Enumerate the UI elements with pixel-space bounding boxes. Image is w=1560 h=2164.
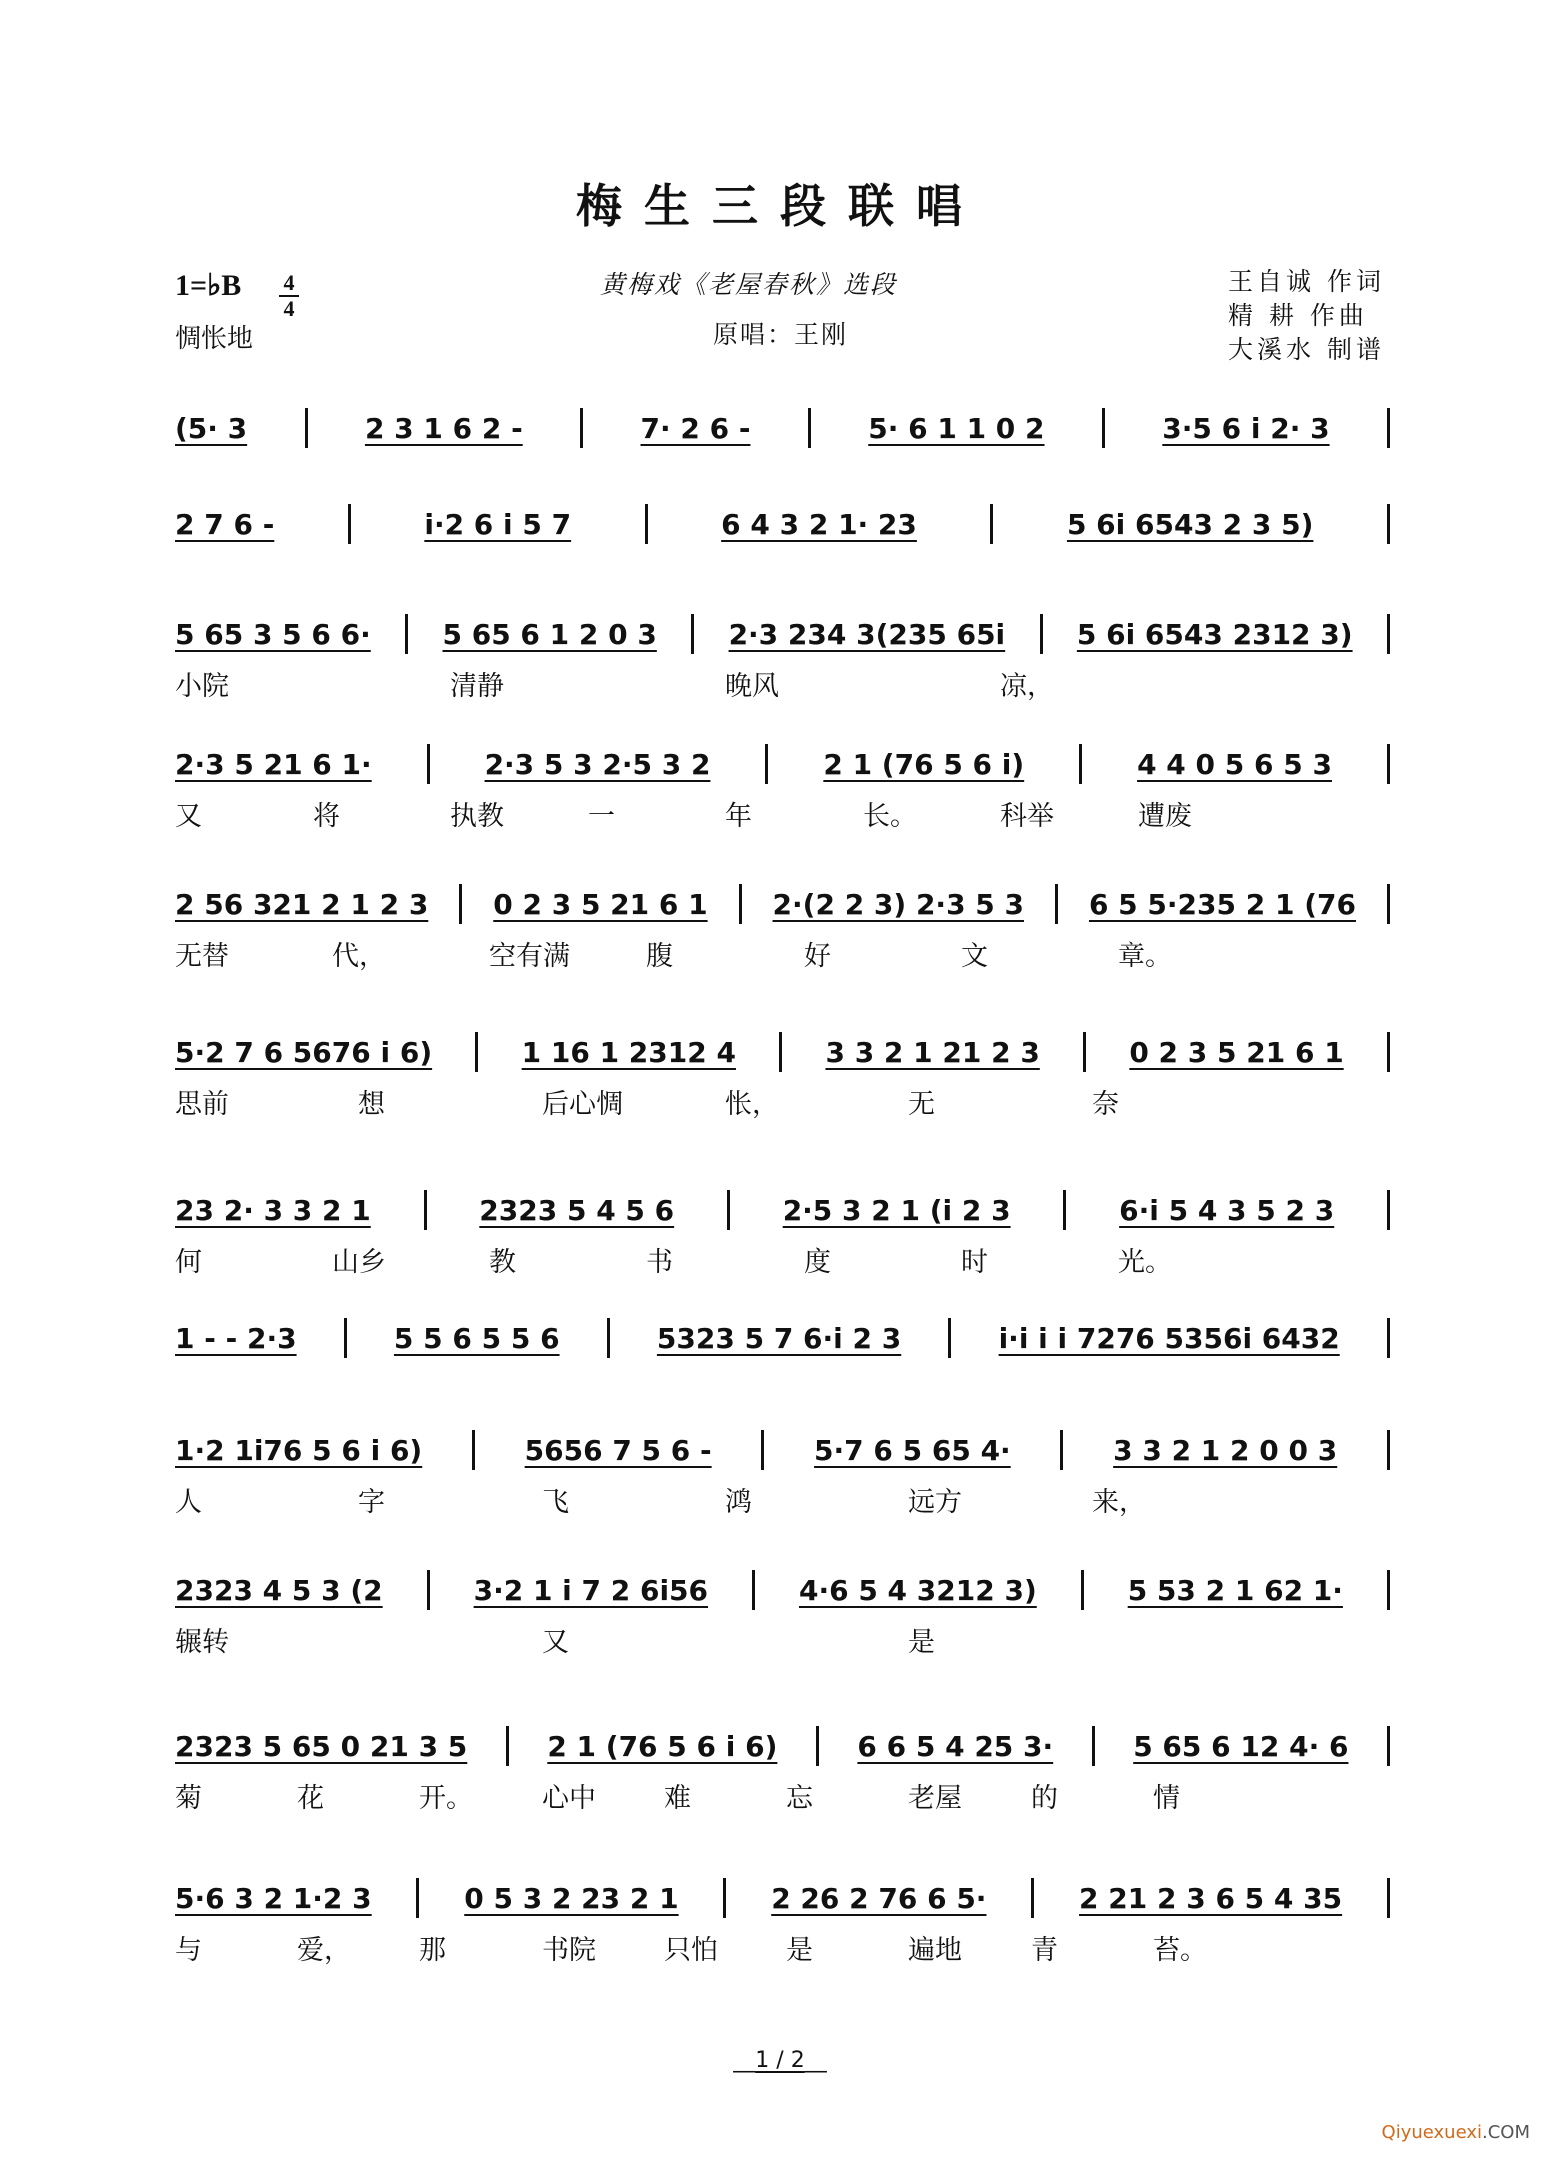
notation-row (175, 502, 1390, 546)
bar-line (739, 884, 742, 924)
lyric-word: 情 (1153, 1783, 1180, 1814)
measure: 2 7 6 - (175, 507, 275, 541)
measure: 5·7 6 5 65 4· (814, 1433, 1011, 1467)
bar-line (1063, 1190, 1066, 1230)
lyric-word: 书 (646, 1247, 673, 1278)
lyric-word: 花 (297, 1783, 324, 1814)
measure: 3 3 2 1 2 0 0 3 (1113, 1433, 1338, 1467)
tempo-mood: 惆怅地 (175, 324, 254, 354)
notation-row (175, 882, 1390, 926)
bar-line (990, 504, 993, 544)
bar-line (1040, 614, 1043, 654)
lyrics-row (175, 1928, 1390, 1964)
notation-row (175, 1724, 1390, 1768)
lyrics-row (175, 1082, 1390, 1118)
key-signature: 1=♭B (175, 269, 242, 302)
lyrics-row (175, 1776, 1390, 1812)
lyric-word: 是 (908, 1627, 935, 1658)
bar-line (1387, 1190, 1390, 1230)
bar-line (691, 614, 694, 654)
lyricist-credit: 王自诚 作词 (1228, 267, 1385, 296)
bar-line (475, 1032, 478, 1072)
measure: 2 21 2 3 6 5 4 35 (1079, 1881, 1343, 1915)
measure: 2·5 3 2 1 (i 2 3 (782, 1193, 1011, 1227)
page-title: 梅生三段联唱 (576, 179, 984, 233)
measure: 4 4 0 5 6 5 3 (1137, 747, 1332, 781)
lyric-word: 鸿 (725, 1487, 752, 1518)
measure: 4·6 5 4 3212 3) (798, 1573, 1037, 1607)
lyric-word: 菊 (175, 1783, 202, 1814)
lyric-word: 空有满 (489, 941, 570, 972)
measure: 0 2 3 5 21 6 1 (1129, 1035, 1344, 1069)
page-number: __1 / 2__ (733, 2048, 827, 2073)
measure: 6·i 5 4 3 5 2 3 (1119, 1193, 1335, 1227)
lyric-word: 凉， (1000, 671, 1054, 702)
measure: 5· 6 1 1 0 2 (868, 411, 1045, 445)
time-signature-bottom: 4 (283, 296, 295, 321)
lyric-word: 开。 (419, 1783, 473, 1814)
lyric-word: 文 (961, 941, 988, 972)
lyric-word: 晚风 (725, 671, 779, 702)
measure: 23 2· 3 3 2 1 (175, 1193, 371, 1227)
bar-line (348, 504, 351, 544)
lyric-word: 时 (961, 1247, 988, 1278)
lyric-word: 字 (358, 1487, 385, 1518)
bar-line (1060, 1430, 1063, 1470)
lyric-word: 一 (588, 801, 615, 832)
lyrics-row (175, 664, 1390, 700)
lyric-word: 奈 (1092, 1089, 1119, 1120)
measure: 2 56 321 2 1 2 3 (175, 887, 429, 921)
bar-line (752, 1570, 755, 1610)
bar-line (765, 744, 768, 784)
lyric-word: 将 (313, 801, 340, 832)
lyric-word: 辗转 (175, 1627, 229, 1658)
lyric-word: 又 (175, 801, 202, 832)
lyric-word: 那 (419, 1935, 446, 1966)
measure: 3·5 6 i 2· 3 (1162, 411, 1330, 445)
measure: i·i i i 7276 5356i 6432 (998, 1321, 1340, 1355)
measure: 5656 7 5 6 - (524, 1433, 712, 1467)
lyric-word: 的 (1031, 1783, 1058, 1814)
lyric-word: 是 (786, 1935, 813, 1966)
bar-line (1387, 614, 1390, 654)
measure: 5 53 2 1 62 1· (1127, 1573, 1343, 1607)
measure: 2 3 1 6 2 - (364, 411, 523, 445)
bar-line (1081, 1570, 1084, 1610)
measure: 2 26 2 76 6 5· (771, 1881, 987, 1915)
bar-line (645, 504, 648, 544)
measure: 0 2 3 5 21 6 1 (493, 887, 708, 921)
notation-row (175, 406, 1390, 450)
watermark-domain: .COM (1482, 2122, 1530, 2143)
lyric-word: 只怕 (664, 1935, 718, 1966)
lyrics-row (175, 1620, 1390, 1656)
bar-line (506, 1726, 509, 1766)
bar-line (948, 1318, 951, 1358)
lyric-word: 远方 (908, 1487, 962, 1518)
watermark-brand: Qiyuexuexi (1381, 2122, 1482, 2143)
bar-line (1092, 1726, 1095, 1766)
lyric-word: 科举 (1000, 801, 1054, 832)
notation-row (175, 1876, 1390, 1920)
lyric-word: 人 (175, 1487, 202, 1518)
bar-line (607, 1318, 610, 1358)
measure: 5 6i 6543 2312 3) (1076, 617, 1353, 651)
bar-line (1387, 1570, 1390, 1610)
lyric-word: 代， (332, 941, 386, 972)
watermark (1382, 2122, 1530, 2143)
measure: 2323 5 65 0 21 3 5 (175, 1729, 468, 1763)
notation-row (175, 1428, 1390, 1472)
lyric-word: 遍地 (908, 1935, 962, 1966)
lyric-word: 爱， (297, 1935, 351, 1966)
measure: 6 6 5 4 25 3· (857, 1729, 1054, 1763)
measure: 0 5 3 2 23 2 1 (464, 1881, 679, 1915)
lyric-word: 来， (1092, 1487, 1146, 1518)
page-number-text: 1 / 2 (755, 2048, 805, 2073)
bar-line (580, 408, 583, 448)
bar-line (1387, 1032, 1390, 1072)
notation-row (175, 612, 1390, 656)
bar-line (761, 1430, 764, 1470)
lyric-word: 长。 (863, 801, 917, 832)
lyric-word: 腹 (646, 941, 673, 972)
bar-line (1102, 408, 1105, 448)
bar-line (1031, 1878, 1034, 1918)
lyric-word: 光。 (1118, 1247, 1172, 1278)
lyric-word: 度 (804, 1247, 831, 1278)
bar-line (1387, 1726, 1390, 1766)
measure: 5 65 6 12 4· 6 (1133, 1729, 1349, 1763)
lyric-word: 心中 (542, 1783, 596, 1814)
lyric-word: 难 (664, 1783, 691, 1814)
bar-line (472, 1430, 475, 1470)
measure: 2 1 (76 5 6 i 6) (547, 1729, 778, 1763)
lyric-word: 何 (175, 1247, 202, 1278)
bar-line (1387, 884, 1390, 924)
measure: 5 65 6 1 2 0 3 (442, 617, 657, 651)
lyric-word: 清静 (450, 671, 504, 702)
lyric-word: 想 (358, 1089, 385, 1120)
bar-line (459, 884, 462, 924)
measure: 3 3 2 1 21 2 3 (825, 1035, 1040, 1069)
lyric-word: 好 (804, 941, 831, 972)
bar-line (427, 744, 430, 784)
lyric-word: 教 (489, 1247, 516, 1278)
notation-row (175, 1568, 1390, 1612)
measure: 2323 4 5 3 (2 (175, 1573, 383, 1607)
lyric-word: 怅， (725, 1089, 779, 1120)
bar-line (727, 1190, 730, 1230)
notation-row (175, 742, 1390, 786)
notation-row (175, 1188, 1390, 1232)
bar-line (1387, 1430, 1390, 1470)
original-singer: 原唱：王刚 (713, 320, 849, 349)
bar-line (1387, 408, 1390, 448)
measure: 5 6i 6543 2 3 5) (1066, 507, 1314, 541)
lyric-word: 章。 (1118, 941, 1172, 972)
measure: 5 65 3 5 6 6· (175, 617, 371, 651)
notation-row (175, 1030, 1390, 1074)
bar-line (816, 1726, 819, 1766)
lyric-word: 飞 (542, 1487, 569, 1518)
bar-line (305, 408, 308, 448)
measure: 2·3 5 21 6 1· (175, 747, 372, 781)
bar-line (1387, 1878, 1390, 1918)
measure: 3·2 1 i 7 2 6i56 (473, 1573, 709, 1607)
composer-credit: 精 耕 作曲 (1228, 301, 1368, 330)
lyrics-row (175, 1480, 1390, 1516)
bar-line (416, 1878, 419, 1918)
bar-line (405, 614, 408, 654)
bar-line (344, 1318, 347, 1358)
measure: 2·3 234 3(235 65i (728, 617, 1006, 651)
measure: 6 4 3 2 1· 23 (721, 507, 917, 541)
time-signature (275, 272, 303, 320)
bar-line (1387, 504, 1390, 544)
bar-line (723, 1878, 726, 1918)
bar-line (427, 1570, 430, 1610)
bar-line (1387, 1318, 1390, 1358)
lyric-word: 无 (908, 1089, 935, 1120)
lyrics-row (175, 1240, 1390, 1276)
lyric-word: 书院 (542, 1935, 596, 1966)
time-signature-top: 4 (283, 270, 295, 295)
lyric-word: 青 (1031, 1935, 1058, 1966)
measure: 5 5 6 5 5 6 (393, 1321, 560, 1355)
measure: 7· 2 6 - (640, 411, 751, 445)
measure: 1 16 1 2312 4 (521, 1035, 736, 1069)
measure: 5323 5 7 6·i 2 3 (656, 1321, 902, 1355)
bar-line (808, 408, 811, 448)
bar-line (1387, 744, 1390, 784)
bar-line (1055, 884, 1058, 924)
bar-line (424, 1190, 427, 1230)
lyric-word: 执教 (450, 801, 504, 832)
measure: i·2 6 i 5 7 (424, 507, 572, 541)
bar-line (1079, 744, 1082, 784)
lyric-word: 小院 (175, 671, 229, 702)
lyric-word: 忘 (786, 1783, 813, 1814)
lyrics-row (175, 794, 1390, 830)
measure: 5·2 7 6 5676 i 6) (175, 1035, 433, 1069)
bar-line (1083, 1032, 1086, 1072)
measure: 2323 5 4 5 6 (479, 1193, 675, 1227)
transcriber-credit: 大溪水 制谱 (1228, 335, 1385, 364)
measure: (5· 3 (175, 411, 248, 445)
measure: 6 5 5·235 2 1 (76 (1088, 887, 1356, 921)
lyric-word: 思前 (175, 1089, 229, 1120)
lyric-word: 遭废 (1138, 801, 1192, 832)
lyric-word: 苔。 (1153, 1935, 1207, 1966)
lyric-word: 无替 (175, 941, 229, 972)
subtitle: 黄梅戏《老屋春秋》选段 (600, 270, 898, 299)
lyric-word: 年 (725, 801, 752, 832)
notation-row (175, 1316, 1390, 1360)
lyric-word: 后心惆 (542, 1089, 623, 1120)
measure: 1 - - 2·3 (175, 1321, 297, 1355)
measure: 2·3 5 3 2·5 3 2 (484, 747, 711, 781)
bar-line (779, 1032, 782, 1072)
lyric-word: 山乡 (332, 1247, 386, 1278)
measure: 5·6 3 2 1·2 3 (175, 1881, 372, 1915)
lyric-word: 与 (175, 1935, 202, 1966)
lyric-word: 老屋 (908, 1783, 962, 1814)
lyrics-row (175, 934, 1390, 970)
measure: 2 1 (76 5 6 i) (823, 747, 1025, 781)
measure: 1·2 1i76 5 6 i 6) (175, 1433, 423, 1467)
lyric-word: 又 (542, 1627, 569, 1658)
measure: 2·(2 2 3) 2·3 5 3 (772, 887, 1025, 921)
